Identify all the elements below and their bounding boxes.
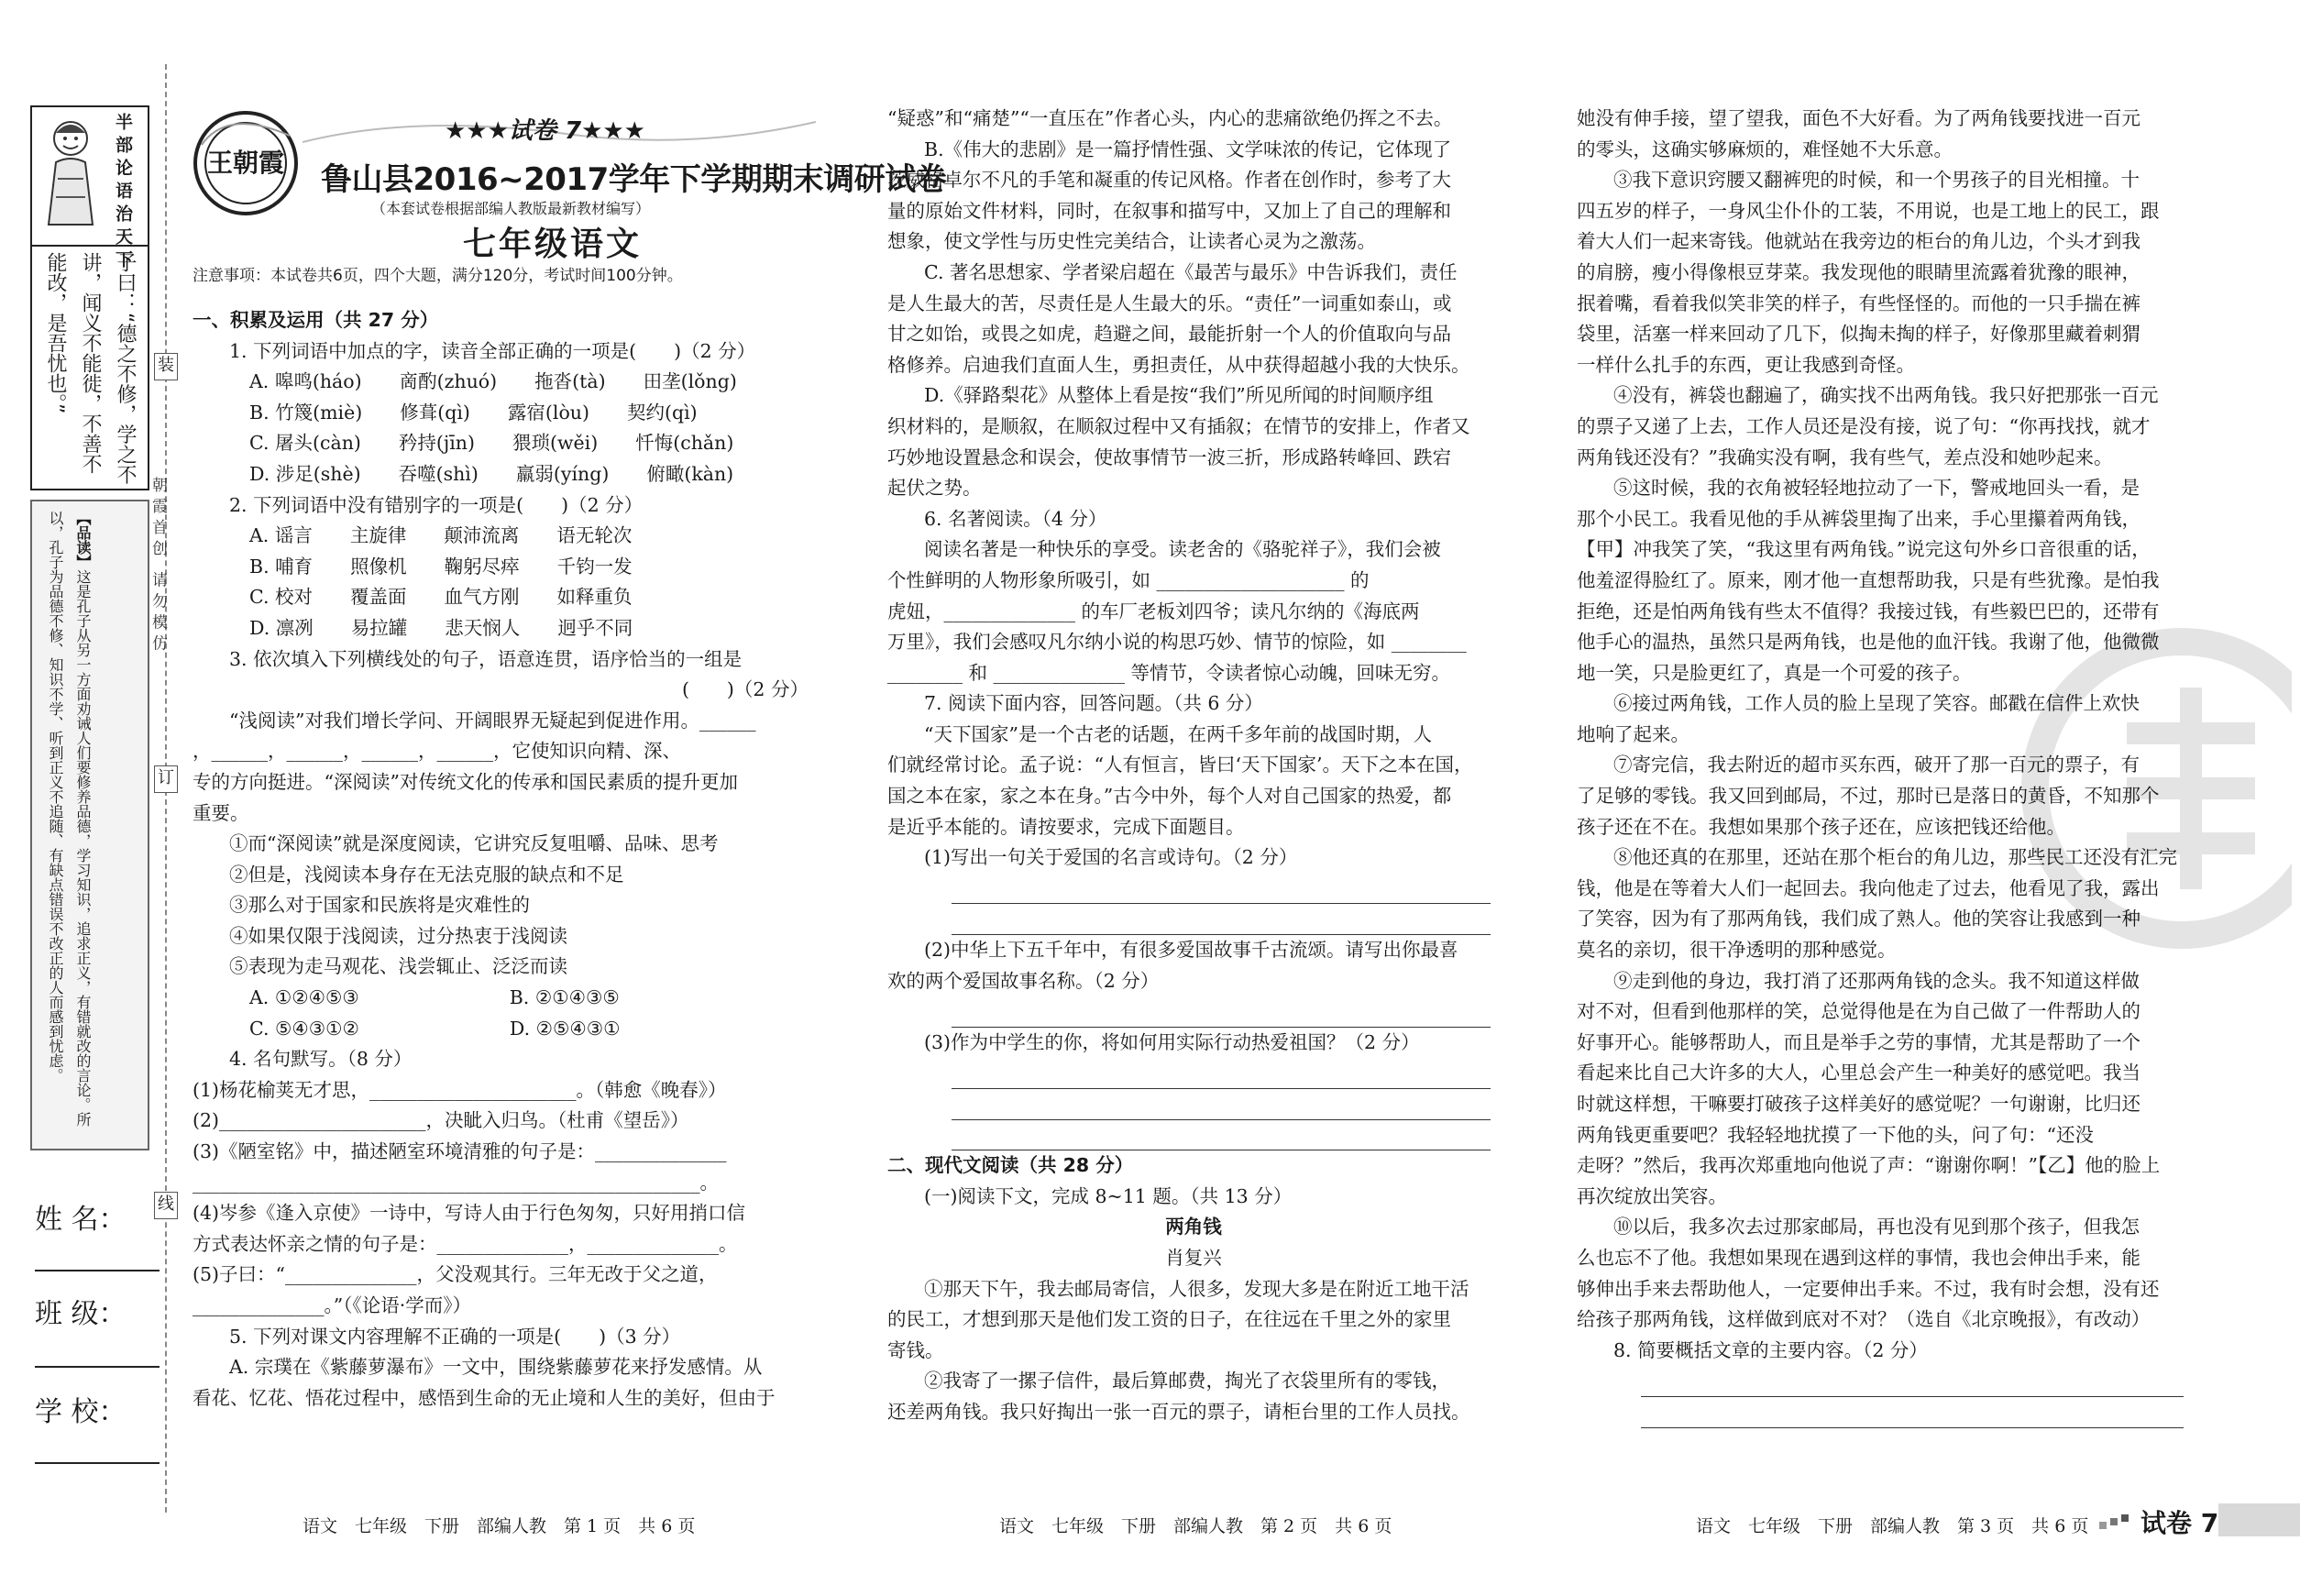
- text-line: (2)______________________，决眦入归鸟。（杜甫《望岳》）: [193, 1109, 689, 1132]
- school-field-label: 学 校：: [35, 1396, 127, 1428]
- text-line: ③那么对于国家和民族将是灾难性的: [229, 894, 530, 917]
- watermark-seal: [2017, 596, 2292, 981]
- text-line: 看起来比自己大许多的大人，心里总会产生一种美好的感觉吧。我当: [1577, 1062, 2140, 1084]
- text-line: 时就这样想，干嘛要打破孩子这样美好的感觉呢？一句谢谢，比归还: [1577, 1093, 2140, 1115]
- answer-line[interactable]: [1641, 1366, 2184, 1397]
- text-line: (3)作为中学生的你，将如何用实际行动热爱祖国？（2 分）: [924, 1030, 1420, 1053]
- text-line: 对不对，但看到他那样的笑，总觉得他是在为自己做了一件帮助人的: [1577, 1000, 2140, 1023]
- text-line: 想象，使文学性与历史性完美结合，让读者心灵为之激荡。: [887, 230, 1376, 253]
- answer-line[interactable]: [952, 1120, 1491, 1151]
- text-line: ⑦寄完信，我去附近的超市买东西，破开了那一百元的票子，有: [1613, 754, 2140, 776]
- text-line: 袋里，活塞一样来回动了几下，似掏未掏的样子，好像那里藏着刺猬: [1577, 323, 2140, 346]
- answer-line[interactable]: [952, 904, 1491, 935]
- text-line: 的肩膀，瘦小得像根豆芽菜。我发现他的眼睛里流露着犹豫的眼神，: [1577, 260, 2140, 283]
- logo-text: 王朝霞: [206, 148, 284, 178]
- text-line: 方式表达怀亲之情的句子是：______________，______________。: [193, 1232, 738, 1255]
- text-line: “疑惑”和“痛楚”“一直压在”作者心头，内心的悲痛欲绝仍挥之不去。: [887, 107, 1453, 129]
- text-line: 织材料的，是顺叙，在顺叙过程中又有插叙；在情节的安排上，作者又: [887, 414, 1470, 437]
- motto-divider: [32, 245, 148, 247]
- text-line: 是人生最大的苦，尽责任是人生最大的乐。“责任”一词重如泰山，或: [887, 292, 1452, 314]
- text-line: C. 屠头(càn) 矜持(jīn) 猥琐(wěi) 忏悔(chǎn): [249, 432, 734, 455]
- text-line: ( )（2 分）: [681, 678, 809, 701]
- text-line: 格修养。启迪我们直面人生，勇担责任，从中获得超越小我的大快乐。: [887, 353, 1470, 376]
- text-line: 万里》，我们会感叹凡尔纳小说的构思巧妙、情节的惊险，如 ________: [887, 631, 1467, 654]
- text-line: 巧妙地设置悬念和误会，使故事情节一波三折，形成路转峰回、跌宕: [887, 446, 1451, 468]
- text-line: ③我下意识窍腰又翻裤兜的时候，和一个男孩子的目光相撞。十: [1613, 169, 2140, 192]
- text-line: 再次绽放出笑容。: [1577, 1184, 1727, 1207]
- text-line: 两角钱还没有？”我确实没有啊，我有些气，差点没和她吵起来。: [1577, 446, 2113, 468]
- text-line: 还差两角钱。我只好掏出一张一百元的票子，请柜台里的工作人员找。: [887, 1400, 1470, 1423]
- text-line: D. 凛冽 易拉罐 悲天悯人 迥乎不同: [249, 616, 633, 639]
- text-line: 5. 下列对课文内容理解不正确的一项是( )（3 分）: [229, 1325, 681, 1348]
- paper-number: ★★★试卷 7★★★: [445, 117, 645, 145]
- text-line: 孩子还在不在。我想如果那个孩子还在，应该把钱还给他。: [1577, 815, 2065, 838]
- text-line: 6. 名著阅读。（4 分）: [924, 507, 1107, 530]
- text-line: 重要。: [193, 801, 249, 824]
- text-line: 一样什么扎手的东西，更让我感到奇怪。: [1577, 353, 1915, 376]
- text-line: 给孩子那两角钱，这样做到底对不对？（选自《北京晚报》，有改动）: [1577, 1308, 2151, 1331]
- footer-bar: [2218, 1503, 2300, 1536]
- text-line: 好事开心。能够帮助人，而且是举手之劳的事情，尤其是帮助了一个: [1577, 1030, 2140, 1053]
- text-line: ______________。”（《论语·学而》）: [193, 1294, 471, 1316]
- copyright-strip: 朝霞首创 请勿模仿: [149, 477, 167, 656]
- section-heading: 两角钱: [1165, 1216, 1222, 1238]
- text-line: 4. 名句默写。（8 分）: [229, 1048, 413, 1071]
- binding-char-xian: 线: [154, 1192, 178, 1219]
- text-line: ⑨走到他的身边，我打消了还那两角钱的念头。我不知道这样做: [1613, 969, 2140, 992]
- text-line: 够伸出手来去帮助他人，一定要伸出手来。不过，我有时会想，没有还: [1577, 1277, 2160, 1300]
- text-line: ，______，______，______，______，它使知识向精、深、: [193, 740, 681, 763]
- text-line: 看花、忆花、悟花过程中，感悟到生命的无止境和人生的美好，但由于: [193, 1386, 776, 1409]
- text-line: ⑤表现为走马观花、浅尝辄止、泛泛而读: [229, 955, 567, 978]
- name-field-line[interactable]: [35, 1270, 160, 1271]
- text-line: 他羞涩得脸红了。原来，刚才他一直想帮助我，只是有些犹豫。是怕我: [1577, 568, 2160, 591]
- text-line: 的票子又递了上去，工作人员还是没有接，说了句：“你再找找，就才: [1577, 414, 2151, 437]
- class-field-line[interactable]: [35, 1366, 160, 1368]
- grade-subject: 七年级语文: [463, 226, 643, 263]
- text-line: 的零头，这确实够麻烦的，难怪她不大乐意。: [1577, 138, 1953, 160]
- class-field-label: 班 级：: [35, 1298, 127, 1330]
- answer-line[interactable]: [1641, 1397, 2184, 1428]
- text-line: C. 校对 覆盖面 血气方刚 如释重负: [249, 586, 633, 609]
- text-line: 他手心的温热，虽然只是两角钱，也是他的血汗钱。我谢了他，他微微: [1577, 631, 2160, 654]
- publisher-logo: [191, 108, 301, 218]
- text-line: D. 涉足(shè) 吞噬(shì) 羸弱(yíng) 俯瞰(kàn): [249, 462, 734, 485]
- text-line: 虎妞，______________ 的车厂老板刘四爷；读凡尔纳的《海底两: [887, 600, 1420, 622]
- page-1-footer: 语文 七年级 下册 部编人教 第 1 页 共 6 页: [303, 1516, 696, 1536]
- text-line: ________ 和 ______________ 等情节，令读者惊心动魄，回味无穷。: [887, 661, 1451, 684]
- text-line: 起伏之势。: [887, 477, 982, 500]
- text-line: B. 哺育 照像机 鞠躬尽瘁 千钧一发: [249, 555, 633, 578]
- text-line: 3. 依次填入下列横线处的句子，语意连贯，语序恰当的一组是: [229, 647, 743, 670]
- text-line: 【甲】冲我笑了笑，“我这里有两角钱。”说完这句外乡口音很重的话，: [1577, 538, 2151, 561]
- text-line: 欢的两个爱国故事名称。（2 分）: [887, 969, 1160, 992]
- motto-text: 半部论语治天下: [113, 113, 133, 273]
- text-line: (4)岑参《逢入京使》一诗中，写诗人由于行色匆匆，只好用捎口信: [193, 1202, 746, 1225]
- text-line: 她没有伸手接，望了望我，面色不大好看。为了两角钱要找进一百元: [1577, 107, 2140, 129]
- section-heading: 一、积累及运用（共 27 分）: [193, 309, 439, 331]
- text-line: ⑩以后，我多次去过那家邮局，再也没有见到那个孩子，但我怎: [1613, 1216, 2140, 1238]
- text-line: “浅阅读”对我们增长学问、开阔眼界无疑起到促进作用。______: [229, 709, 756, 732]
- name-field-label: 姓 名：: [35, 1204, 127, 1236]
- text-line: 了足够的零钱。我又回到邮局，不过，那时已是落日的黄昏，不知那个: [1577, 785, 2160, 808]
- answer-line[interactable]: [952, 996, 1491, 1028]
- text-line: 那个小民工。我看见他的手从裤袋里掏了出来，手心里攥着两角钱，: [1577, 507, 2140, 530]
- answer-line[interactable]: [952, 874, 1491, 905]
- text-line: 钱，他是在等着大人们一起回去。我向他走了过去，他看见了我，露出: [1577, 876, 2160, 899]
- text-line: ①而“深阅读”就是深度阅读，它讲究反复咀嚼、品味、思考: [229, 832, 719, 855]
- text-line: 阅读名著是一种快乐的享受。读老舍的《骆驼祥子》，我们会被: [924, 538, 1441, 561]
- text-line: 肖复兴: [1165, 1246, 1222, 1269]
- text-line: 地响了起来。: [1577, 722, 1689, 745]
- exam-title: 鲁山县2016~2017学年下学期期末调研试卷: [321, 161, 947, 198]
- text-line: A. ①②④⑤③ B. ②①④③⑤: [249, 986, 620, 1009]
- text-line: (一)阅读下文，完成 8~11 题。（共 13 分）: [924, 1184, 1293, 1207]
- text-line: (2)中华上下五千年中，有很多爱国故事千古流颂。请写出你最喜: [924, 939, 1458, 962]
- text-line: 个性鲜明的人物形象所吸引，如 ____________________ 的: [887, 568, 1370, 591]
- text-line: ②但是，浅阅读本身存在无法克服的缺点和不足: [229, 863, 624, 886]
- text-line: ______________________________________________________。: [193, 1171, 719, 1194]
- answer-line[interactable]: [952, 1089, 1491, 1120]
- text-line: ⑥接过两角钱，工作人员的脸上呈现了笑容。邮戳在信件上欢快: [1613, 692, 2140, 715]
- text-line: 们就经常讨论。孟子说：“人有恒言，皆曰‘天下国家’。天下之本在国，: [887, 754, 1473, 776]
- text-line: 四五岁的样子，一身风尘仆仆的工装，不用说，也是工地上的民工，跟: [1577, 199, 2160, 222]
- text-line: 抿着嘴，看着我似笑非笑的样子，有些怪怪的。而他的一只手揣在裤: [1577, 292, 2140, 314]
- text-line: 2. 下列词语中没有错别字的一项是( )（2 分）: [229, 493, 644, 516]
- side-column: [0, 0, 165, 1596]
- text-line: ④如果仅限于浅阅读，过分热衷于浅阅读: [229, 924, 567, 947]
- text-line: A. 谣言 主旋律 颠沛流离 语无轮次: [249, 524, 633, 547]
- text-line: 着大人们一起来寄钱。他就站在我旁边的柜台的角儿边，个头才到我: [1577, 230, 2140, 253]
- binding-char-zhuang: 装: [154, 353, 178, 380]
- pindu-text: [41, 511, 96, 1143]
- text-line: (1)杨花榆荚无才思，______________________。（韩愈《晚春》）: [193, 1078, 727, 1101]
- text-line: 拒绝，还是怕两角钱有些太不值得？我接过钱，有些毅巴巴的，还带有: [1577, 600, 2160, 622]
- text-line: ⑤这时候，我的衣角被轻轻地拉动了一下，警戒地回头一看，是: [1613, 477, 2140, 500]
- paper-tag: 试卷 7: [2140, 1508, 2219, 1538]
- text-line: 7. 阅读下面内容，回答问题。（共 6 分）: [924, 692, 1263, 715]
- page-1-column: [193, 305, 809, 1414]
- pindu-body: 这是孔子从另一方面劝诫人们要修养品德，学习知识，追求正义，有错就改的言论。所以，孔子为品德不修、知识不学、听到正义不追随、有缺点错误不改正的人而感到忧虑。: [47, 511, 92, 1127]
- text-line: ②我寄了一摞子信件，最后算邮费，掏光了衣袋里所有的零钱，: [924, 1370, 1450, 1392]
- motto-box: [30, 105, 149, 490]
- text-line: 国之本在家，家之本在身。”古今中外，每个人对自己国家的热爱，都: [887, 785, 1452, 808]
- notice: 注意事项：本试卷共6页，四个大题，满分120分，考试时间100分钟。: [193, 267, 683, 285]
- binding-char-ding: 订: [154, 765, 178, 793]
- text-line: 专的方向挺进。“深阅读”对传统文化的传承和国民素质的提升更加: [193, 770, 738, 793]
- footer-decoration: [2099, 1514, 2136, 1533]
- text-line: 两角钱更重要吧？我轻轻地扰摸了一下他的头，问了句：“还没: [1577, 1123, 2094, 1146]
- text-line: 了笑容，因为有了那两角钱，我们成了熟人。他的笑容让我感到一种: [1577, 908, 2140, 930]
- text-line: 地一笑，只是脸更红了，真是一个可爱的孩子。: [1577, 661, 1972, 684]
- answer-line[interactable]: [952, 1058, 1491, 1089]
- text-line: B. 竹篾(miè) 修葺(qì) 露宿(lòu) 契约(qì): [249, 401, 698, 424]
- text-line: (5)子曰：“______________，父没观其行。三年无改于父之道，: [193, 1263, 718, 1286]
- pindu-label: 【品读】: [74, 511, 92, 569]
- page-2-column: [887, 104, 1500, 1428]
- text-line: B.《伟大的悲剧》是一篇抒情性强、文学味浓的传记，它体现了: [924, 138, 1452, 160]
- exam-subtitle: （本套试卷根据部编人教版最新教材编写）: [371, 200, 651, 217]
- text-line: 8. 简要概括文章的主要内容。（2 分）: [1613, 1338, 1928, 1361]
- pindu-box: [30, 500, 149, 1150]
- text-line: 寄钱。: [887, 1338, 944, 1361]
- text-line: 么也忘不了他。我想如果现在遇到这样的事情，我也会伸出手来，能: [1577, 1246, 2140, 1269]
- text-line: 莫名的亲切，很干净透明的那种感觉。: [1577, 939, 1897, 962]
- text-line: ④没有，裤袋也翻遍了，确实找不出两角钱。我只好把那张一百元: [1613, 384, 2159, 407]
- text-line: 茨威格卓尔不凡的手笔和凝重的传记风格。作者在创作时，参考了大: [887, 169, 1451, 192]
- text-line: (1)写出一句关于爱国的名言或诗句。（2 分）: [924, 846, 1298, 869]
- page-2-footer: 语文 七年级 下册 部编人教 第 2 页 共 6 页: [999, 1516, 1392, 1536]
- text-line: C. ⑤④③①② D. ②⑤④③①: [249, 1017, 621, 1040]
- text-line: 走呀？”然后，我再次郑重地向他说了声：“谢谢你啊！”【乙】他的脸上: [1577, 1154, 2161, 1177]
- text-line: 1. 下列词语中加点的字，读音全部正确的一项是( )（2 分）: [229, 339, 756, 362]
- section-heading: 二、现代文阅读（共 28 分）: [887, 1154, 1134, 1177]
- text-line: ⑧他还真的在那里，还站在那个柜台的角儿边，那些民工还没有汇完: [1613, 846, 2177, 869]
- text-line: “天下国家”是一个古老的话题，在两千多年前的战国时期，人: [924, 722, 1432, 745]
- text-line: A. 宗璞在《紫藤萝瀑布》一文中，围绕紫藤萝花来抒发感情。从: [229, 1356, 763, 1379]
- school-field-line[interactable]: [35, 1462, 160, 1464]
- text-line: A. 嗥鸣(háo) 啇酌(zhuó) 拖沓(tà) 田垄(lǒng): [249, 370, 737, 393]
- confucius-quote: 子曰：“德之不修，学之不讲，闻义不能徙，不善不能改，是吾忧也。”: [44, 252, 137, 485]
- text-line: 是近乎本能的。请按要求，完成下面题目。: [887, 815, 1245, 838]
- text-line: 甘之如饴，或畏之如虎，趋避之间，最能折射一个人的价值取向与品: [887, 323, 1451, 346]
- text-line: (3)《陋室铭》中，描述陋室环境清雅的句子是：______________: [193, 1140, 727, 1163]
- text-line: C. 著名思想家、学者梁启超在《最苦与最乐》中告诉我们，责任: [924, 260, 1458, 283]
- page-3-footer: 语文 七年级 下册 部编人教 第 3 页 共 6 页: [1696, 1516, 2089, 1536]
- text-line: ①那天下午，我去邮局寄信，人很多，发现大多是在附近工地干活: [924, 1277, 1469, 1300]
- text-line: D.《驿路梨花》从整体上看是按“我们”所见所闻的时间顺序组: [924, 384, 1434, 407]
- sage-illustration-icon: [38, 115, 104, 234]
- text-line: 量的原始文件材料，同时，在叙事和描写中，又加上了自己的理解和: [887, 199, 1451, 222]
- text-line: 的民工，才想到那天是他们发工资的日子，在往远在千里之外的家里: [887, 1308, 1451, 1331]
